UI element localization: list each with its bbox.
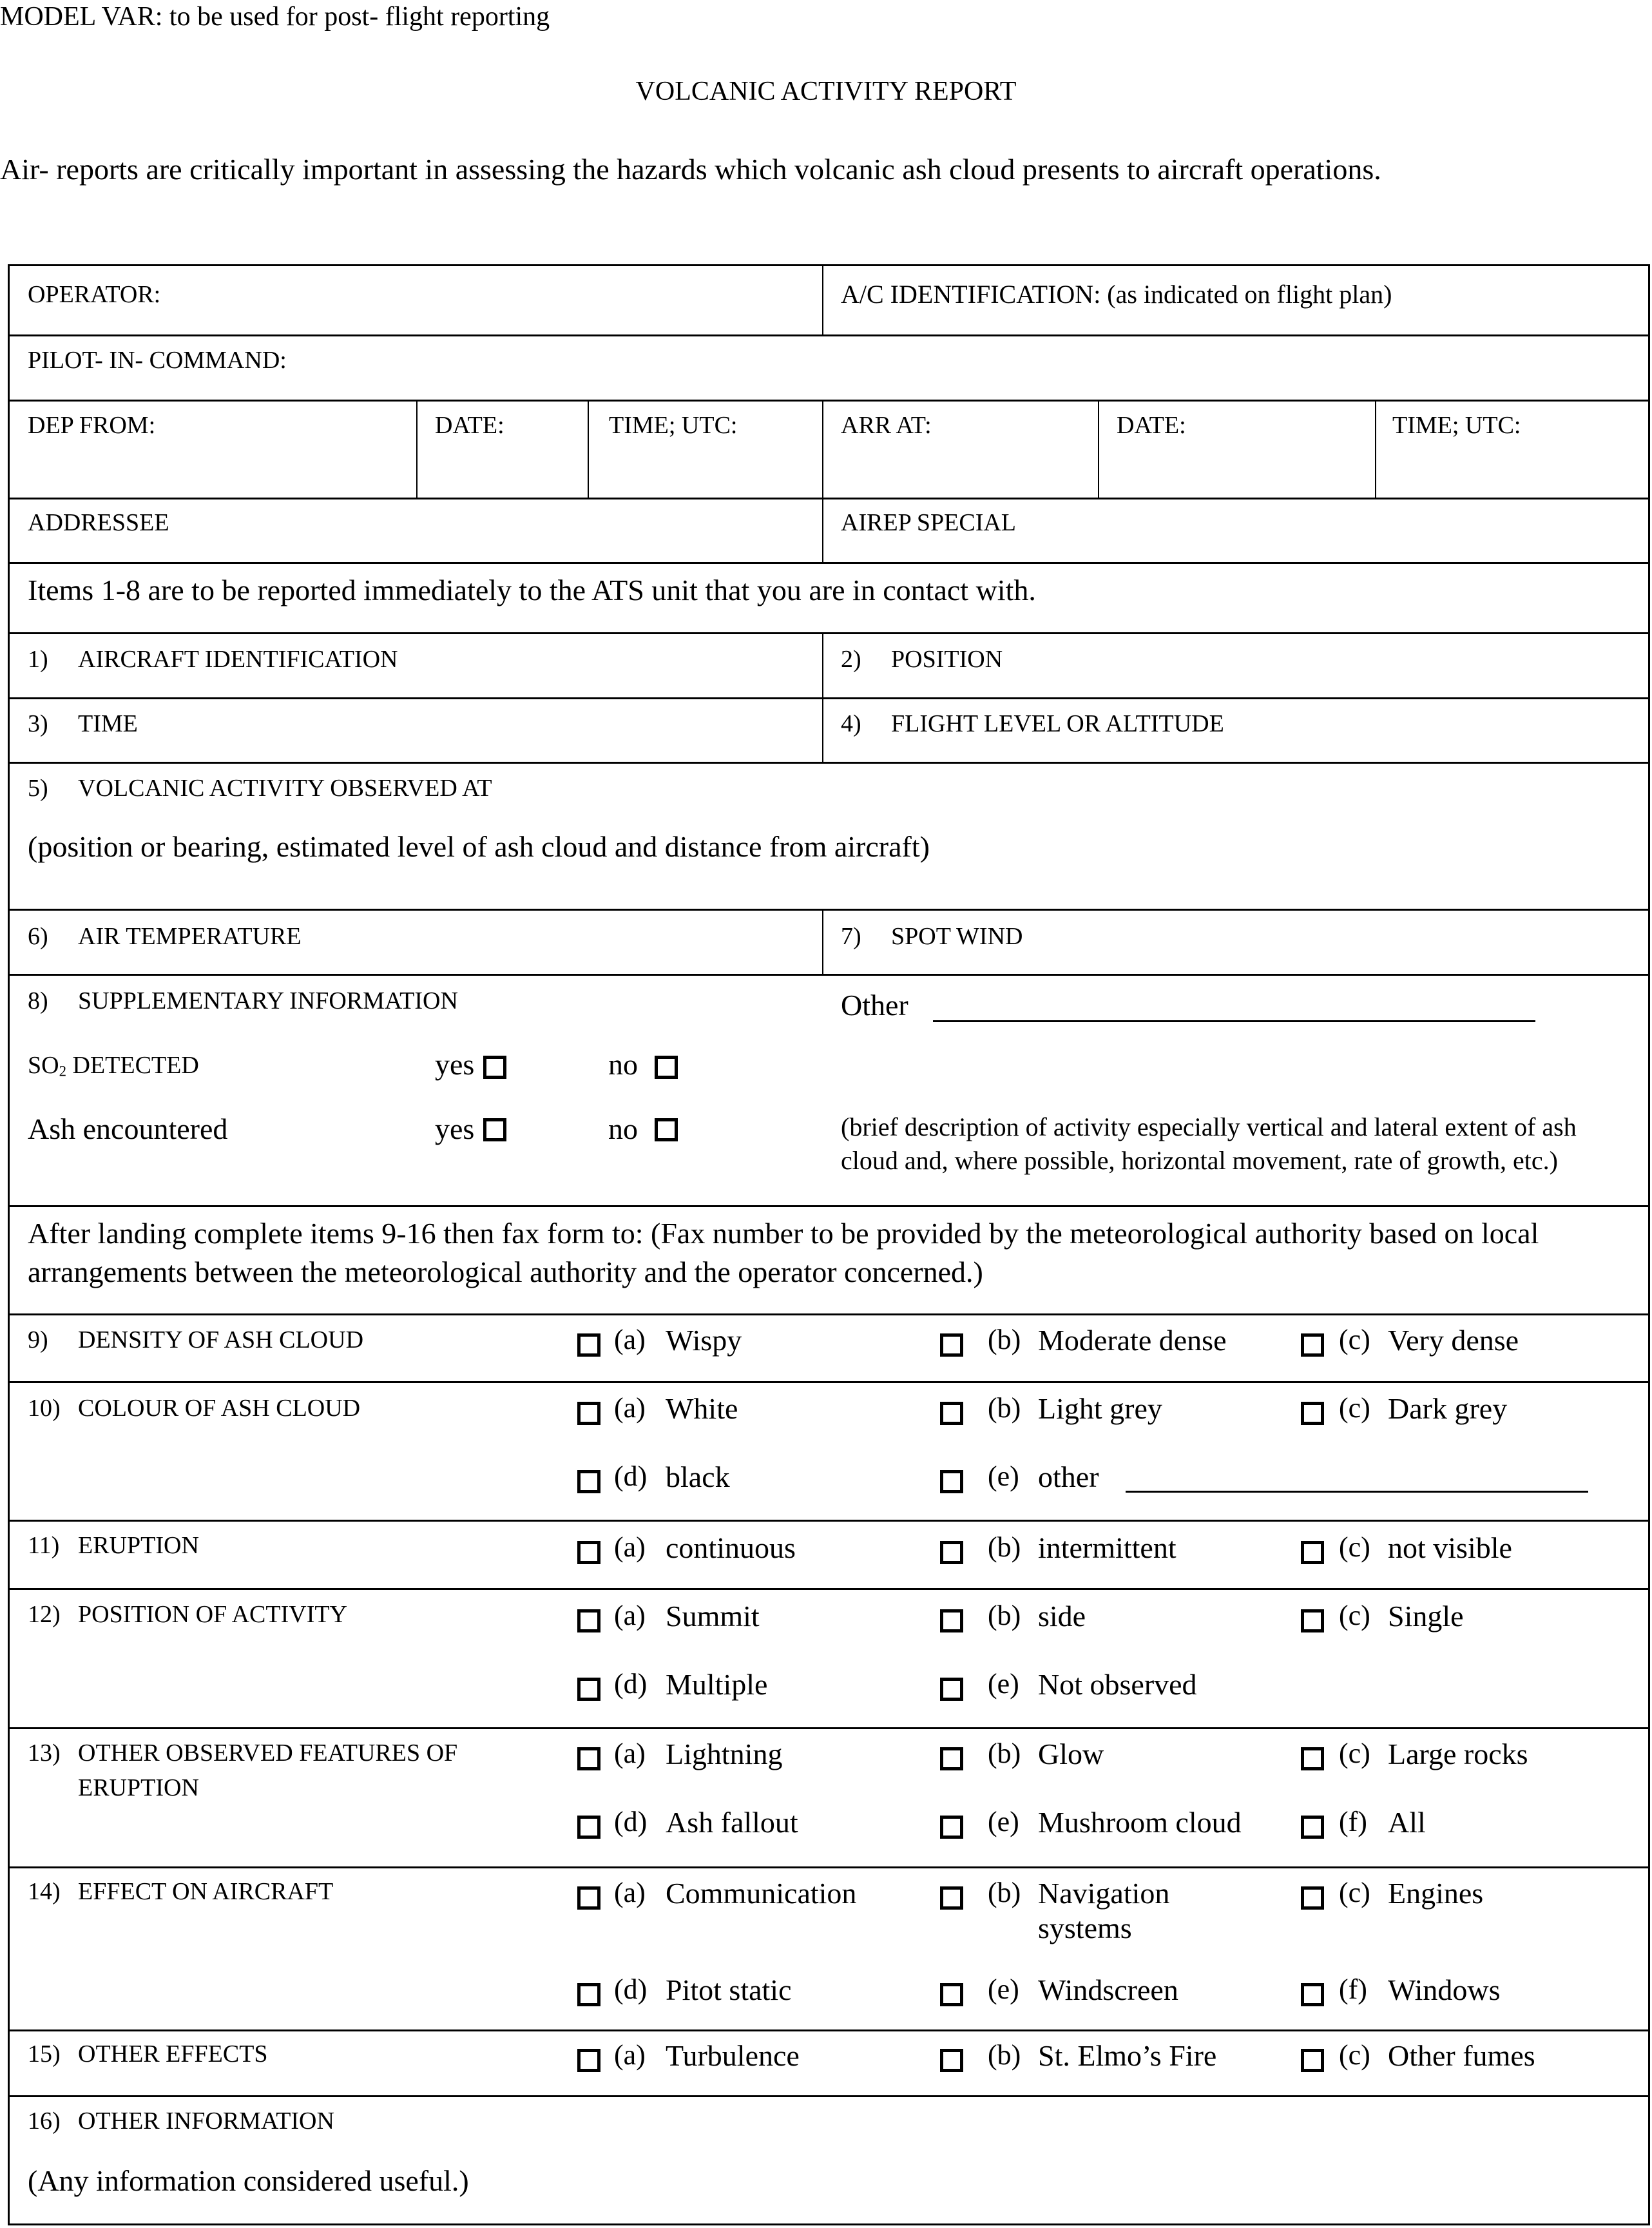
divider: [10, 1520, 1648, 1522]
divider: [10, 909, 1648, 911]
item-14-label: 14) EFFECT ON AIRCRAFT: [28, 1878, 334, 1905]
items-1-8-note: Items 1-8 are to be reported immediately to the ATS unit that you are in contact with.: [28, 574, 1036, 606]
option-label: Engines: [1388, 1877, 1484, 1910]
item-12-label: 12) POSITION OF ACTIVITY: [28, 1601, 347, 1628]
option-label: Turbulence: [666, 2039, 800, 2072]
divider: [10, 562, 1648, 564]
divider: [822, 400, 823, 562]
item-8-label: 8) SUPPLEMENTARY INFORMATION: [28, 987, 458, 1014]
divider: [10, 1866, 1648, 1868]
option-letter: (c): [1339, 1738, 1370, 1769]
option-letter: (d): [614, 1460, 648, 1492]
option-label: Pitot static: [666, 1973, 792, 2006]
i15-option-c-checkbox[interactable]: [1301, 2049, 1324, 2072]
option-label: intermittent: [1038, 1531, 1177, 1564]
i15-option-a-checkbox[interactable]: [577, 2049, 600, 2072]
i14-option-c-checkbox[interactable]: [1301, 1886, 1324, 1910]
option-letter: (f): [1339, 1973, 1367, 2005]
option-letter: (d): [614, 1668, 648, 1700]
arr-at-label: ARR AT:: [841, 412, 932, 439]
option-label: Mushroom cloud: [1038, 1806, 1242, 1839]
i11-option-a-checkbox[interactable]: [577, 1541, 600, 1564]
ash-yes-label: yes: [435, 1112, 475, 1145]
divider: [588, 400, 589, 498]
other-input-line[interactable]: [933, 1020, 1535, 1022]
after-landing-note-line1: After landing complete items 9-16 then fax form to: (Fax number to be provided by the meteorological authority based on local: [28, 1217, 1539, 1250]
option-letter: (b): [988, 1324, 1021, 1355]
after-landing-note-line2: arrangements between the meteorological authority and the operator concerned.): [28, 1255, 983, 1288]
airep-special-label: AIREP SPECIAL: [841, 509, 1017, 536]
option-label: St. Elmo’s Fire: [1038, 2039, 1217, 2072]
option-letter: (c): [1339, 1324, 1370, 1355]
divider: [10, 974, 1648, 976]
divider: [10, 1205, 1648, 1207]
option-label: other: [1038, 1460, 1099, 1493]
item-13-label-cont: ERUPTION: [78, 1774, 199, 1801]
i9-option-c-checkbox[interactable]: [1301, 1333, 1324, 1357]
i10-option-d-checkbox[interactable]: [577, 1470, 600, 1493]
dep-date-label: DATE:: [435, 412, 504, 439]
option-label: Ash fallout: [666, 1806, 798, 1839]
option-label: continuous: [666, 1531, 796, 1564]
item-13-label: 13) OTHER OBSERVED FEATURES OF: [28, 1739, 458, 1767]
i12-option-e-checkbox[interactable]: [940, 1678, 963, 1701]
i14-option-f-checkbox[interactable]: [1301, 1983, 1324, 2006]
report-form-table: [8, 264, 1650, 2225]
page-title: VOLCANIC ACTIVITY REPORT: [635, 77, 1017, 106]
i13-option-c-checkbox[interactable]: [1301, 1747, 1324, 1770]
divider: [10, 632, 1648, 634]
option-letter: (a): [614, 1531, 646, 1563]
other-label: Other: [841, 989, 908, 1022]
divider: [10, 400, 1648, 402]
option-letter: (f): [1339, 1806, 1367, 1837]
item-15-label: 15) OTHER EFFECTS: [28, 2040, 268, 2068]
intro-text: Air- reports are critically important in assessing the hazards which volcanic ash cloud presents to aircraft operations.: [0, 153, 1381, 186]
option-label-cont: systems: [1038, 1912, 1132, 1944]
option-letter: (e): [988, 1668, 1019, 1700]
i12-option-d-checkbox[interactable]: [577, 1678, 600, 1701]
option-label: Multiple: [666, 1668, 768, 1701]
option-label: Not observed: [1038, 1668, 1197, 1701]
i14-option-d-checkbox[interactable]: [577, 1983, 600, 2006]
option-letter: (e): [988, 1460, 1019, 1492]
divider: [10, 2029, 1648, 2031]
divider: [10, 762, 1648, 764]
i13-option-e-checkbox[interactable]: [940, 1816, 963, 1839]
item-9-label: 9) DENSITY OF ASH CLOUD: [28, 1326, 364, 1353]
i14-option-a-checkbox[interactable]: [577, 1886, 600, 1910]
item-2-label: 2) POSITION: [841, 646, 1003, 673]
option-label: Glow: [1038, 1738, 1104, 1770]
i14-option-e-checkbox[interactable]: [940, 1983, 963, 2006]
option-label: Windscreen: [1038, 1973, 1178, 2006]
item-4-label: 4) FLIGHT LEVEL OR ALTITUDE: [841, 710, 1224, 737]
i10-option-c-checkbox[interactable]: [1301, 1402, 1324, 1425]
option-letter: (b): [988, 1392, 1021, 1424]
option-letter: (c): [1339, 1600, 1370, 1631]
option-letter: (a): [614, 2039, 646, 2071]
so2-no-label: no: [608, 1048, 638, 1081]
option-label: Dark grey: [1388, 1392, 1508, 1425]
divider: [1375, 400, 1376, 498]
model-var-note: MODEL VAR: to be used for post- flight reporting: [0, 2, 550, 32]
option-label: Wispy: [666, 1324, 742, 1357]
option-letter: (d): [614, 1806, 648, 1837]
i9-option-a-checkbox[interactable]: [577, 1333, 600, 1357]
so2-detected-label: $SO_2$ DETECTED: [28, 1052, 199, 1080]
so2-yes-label: yes: [435, 1048, 475, 1081]
option-label: Windows: [1388, 1973, 1501, 2006]
i12-option-a-checkbox[interactable]: [577, 1609, 600, 1632]
option-label: side: [1038, 1600, 1086, 1632]
i10-option-a-checkbox[interactable]: [577, 1402, 600, 1425]
divider: [1098, 400, 1099, 498]
ash-encountered-label: Ash encountered: [28, 1112, 228, 1145]
i15-option-b-checkbox[interactable]: [940, 2049, 963, 2072]
item-5-label: 5) VOLCANIC ACTIVITY OBSERVED AT: [28, 775, 492, 802]
option-letter: (e): [988, 1806, 1019, 1837]
i13-option-f-checkbox[interactable]: [1301, 1816, 1324, 1839]
option-letter: (b): [988, 2039, 1021, 2071]
i11-option-c-checkbox[interactable]: [1301, 1541, 1324, 1564]
option-letter: (b): [988, 1600, 1021, 1631]
option-label: Summit: [666, 1600, 760, 1632]
i12-option-b-checkbox[interactable]: [940, 1609, 963, 1632]
option-label: not visible: [1388, 1531, 1512, 1564]
option-label: Lightning: [666, 1738, 783, 1770]
item-5-note: (position or bearing, estimated level of ash cloud and distance from aircraft): [28, 830, 930, 863]
option-letter: (a): [614, 1877, 646, 1908]
divider: [822, 266, 823, 334]
divider: [10, 697, 1648, 699]
divider: [10, 2095, 1648, 2097]
option-label: Navigation: [1038, 1877, 1170, 1910]
option-letter: (b): [988, 1738, 1021, 1769]
so2-no-checkbox[interactable]: [655, 1056, 678, 1079]
option-label: All: [1388, 1806, 1426, 1839]
i13-option-b-checkbox[interactable]: [940, 1747, 963, 1770]
item-7-label: 7) SPOT WIND: [841, 923, 1023, 950]
option-letter: (a): [614, 1324, 646, 1355]
addressee-label: ADDRESSEE: [28, 509, 169, 536]
option-letter: (b): [988, 1877, 1021, 1908]
dep-from-label: DEP FROM:: [28, 412, 156, 439]
divider: [10, 498, 1648, 499]
i12-option-c-checkbox[interactable]: [1301, 1609, 1324, 1632]
colour-other-input-line[interactable]: [1126, 1491, 1588, 1493]
operator-label: OPERATOR:: [28, 281, 161, 308]
ash-yes-checkbox[interactable]: [483, 1118, 506, 1141]
option-letter: (c): [1339, 1392, 1370, 1424]
brief-description-line2: cloud and, where possible, horizontal movement, rate of growth, etc.): [841, 1146, 1558, 1175]
i13-option-d-checkbox[interactable]: [577, 1816, 600, 1839]
pilot-in-command-label: PILOT- IN- COMMAND:: [28, 347, 287, 374]
option-letter: (e): [988, 1973, 1019, 2005]
ash-no-label: no: [608, 1112, 638, 1145]
brief-description-line1: (brief description of activity especially vertical and lateral extent of ash: [841, 1112, 1577, 1141]
option-letter: (b): [988, 1531, 1021, 1563]
option-letter: (a): [614, 1738, 646, 1769]
dep-time-label: TIME; UTC:: [609, 412, 738, 439]
item-16-note: (Any information considered useful.): [28, 2164, 469, 2197]
divider: [10, 1313, 1648, 1315]
option-label: Single: [1388, 1600, 1464, 1632]
divider: [10, 334, 1648, 336]
option-letter: (c): [1339, 1531, 1370, 1563]
so2-yes-checkbox[interactable]: [483, 1056, 506, 1079]
divider: [416, 400, 418, 498]
option-label: Other fumes: [1388, 2039, 1535, 2072]
i11-option-b-checkbox[interactable]: [940, 1541, 963, 1564]
option-label: Communication: [666, 1877, 857, 1910]
item-16-label: 16) OTHER INFORMATION: [28, 2107, 334, 2135]
i10-option-b-checkbox[interactable]: [940, 1402, 963, 1425]
divider: [822, 909, 823, 974]
divider: [10, 1381, 1648, 1383]
i10-option-e-checkbox[interactable]: [940, 1470, 963, 1493]
item-11-label: 11) ERUPTION: [28, 1532, 199, 1559]
option-letter: (a): [614, 1392, 646, 1424]
ac-identification-label: A/C IDENTIFICATION: (as indicated on flight plan): [841, 280, 1392, 309]
option-label: Large rocks: [1388, 1738, 1528, 1770]
divider: [822, 632, 823, 762]
i9-option-b-checkbox[interactable]: [940, 1333, 963, 1357]
i13-option-a-checkbox[interactable]: [577, 1747, 600, 1770]
divider: [10, 1727, 1648, 1729]
option-label: Very dense: [1388, 1324, 1519, 1357]
ash-no-checkbox[interactable]: [655, 1118, 678, 1141]
item-1-label: 1) AIRCRAFT IDENTIFICATION: [28, 646, 398, 673]
item-3-label: 3) TIME: [28, 710, 138, 737]
item-6-label: 6) AIR TEMPERATURE: [28, 923, 302, 950]
option-label: black: [666, 1460, 730, 1493]
option-letter: (c): [1339, 1877, 1370, 1908]
option-letter: (c): [1339, 2039, 1370, 2071]
item-10-label: 10) COLOUR OF ASH CLOUD: [28, 1395, 361, 1422]
arr-date-label: DATE:: [1117, 412, 1186, 439]
i14-option-b-checkbox[interactable]: [940, 1886, 963, 1910]
option-label: Light grey: [1038, 1392, 1162, 1425]
divider: [10, 1588, 1648, 1590]
arr-time-label: TIME; UTC:: [1392, 412, 1521, 439]
option-letter: (d): [614, 1973, 648, 2005]
option-label: White: [666, 1392, 738, 1425]
option-label: Moderate dense: [1038, 1324, 1227, 1357]
option-letter: (a): [614, 1600, 646, 1631]
